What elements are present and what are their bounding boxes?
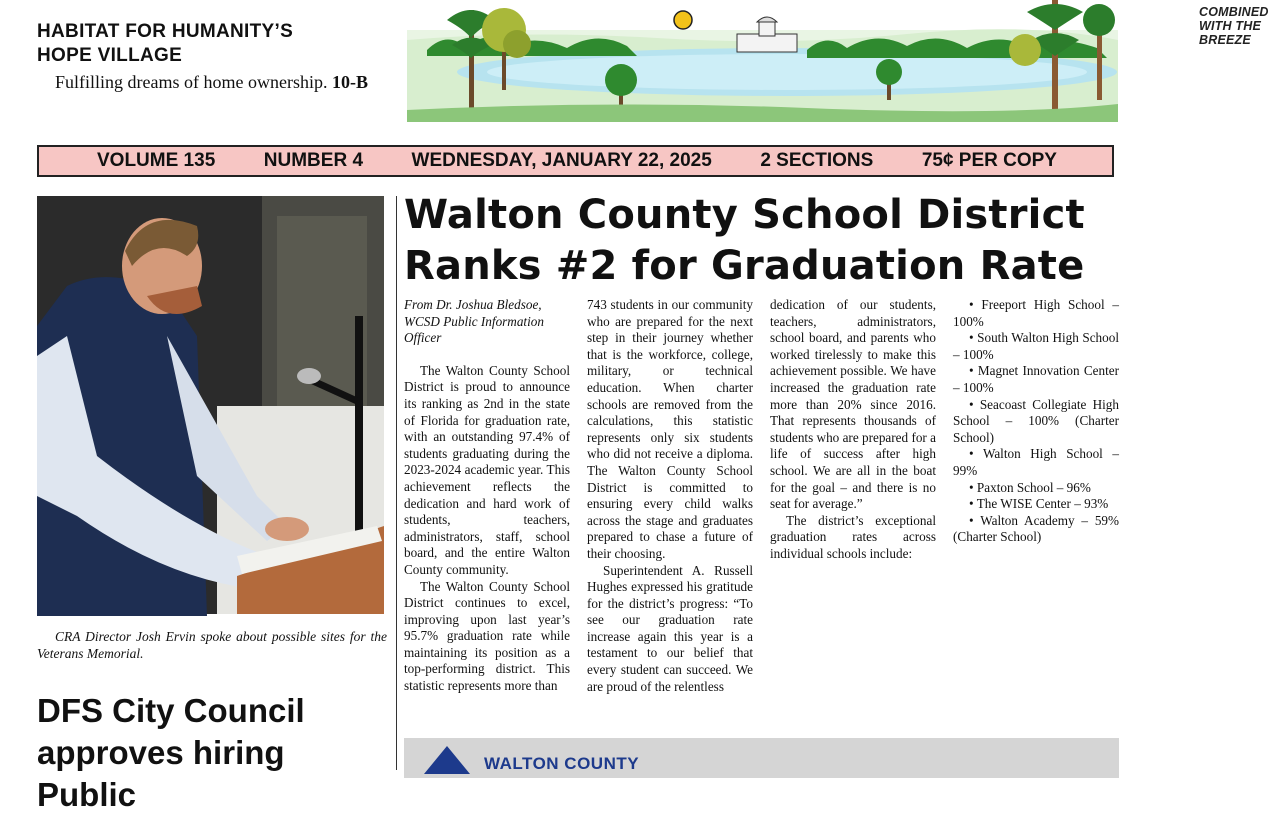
list-item: • Seacoast Collegiate High School – 100% (Charter School) bbox=[953, 396, 1119, 445]
list-item: • The WISE Center – 93% bbox=[969, 496, 1109, 512]
masthead-tagline: COMBINED WITH THE BREEZE bbox=[1199, 5, 1269, 47]
issue-number: NUMBER 4 bbox=[263, 150, 364, 171]
teaser-title-line2: HOPE VILLAGE bbox=[37, 45, 183, 66]
ad-text: WALTON COUNTY bbox=[484, 754, 640, 773]
landscape-drawing bbox=[407, 0, 1118, 122]
article-column-4 bbox=[953, 297, 1119, 546]
article-column-2 bbox=[587, 297, 753, 695]
article-paragraph-3-continued: dedication of our students, teachers, administrators, school board, and parents who worked tirelessly to make this achievement possible. We have increased the graduation rate more than 20% since 2016. That represents thousands of students who are prepared for a life of success after high school. We are all in the boat for the goal – and there is no seat for average.” bbox=[770, 297, 936, 512]
issue-date: WEDNESDAY, JANUARY 22, 2025 bbox=[411, 150, 712, 171]
list-item: • Walton High School – 99% bbox=[953, 446, 1119, 478]
teaser-blurb: Fulfilling dreams of home ownership. bbox=[55, 72, 328, 92]
list-item: • Paxton School – 96% bbox=[969, 479, 1091, 495]
article-byline: From Dr. Joshua Bledsoe, WCSD Public Information Officer bbox=[404, 297, 544, 346]
list-item: • Freeport High School – 100% bbox=[953, 297, 1119, 329]
copy-price: 75¢ PER COPY bbox=[921, 150, 1057, 171]
main-headline[interactable]: Walton County School District Ranks #2 for Graduation Rate bbox=[404, 192, 1085, 289]
list-item: • South Walton High School – 100% bbox=[953, 330, 1119, 362]
article-paragraph-2-continued: 743 students in our community who are prepared for the next step in their journey whether that is the workforce, college, military, or technical education. When charter schools are removed from the calculations, this statistic represents only six students who did not receive a diploma. The Walton County School District is committed to ensuring every child walks across the stage and graduates prepared to chase a future of their choosing. bbox=[587, 297, 753, 561]
column-divider bbox=[396, 196, 397, 770]
list-item: • Walton Academy – 59% (Charter School) bbox=[953, 512, 1119, 545]
article-column-1 bbox=[404, 297, 570, 695]
masthead-illustration bbox=[407, 0, 1269, 122]
teaser-page-ref: 10-B bbox=[331, 72, 368, 92]
teaser-title bbox=[37, 20, 387, 68]
article-paragraph-2-start bbox=[404, 579, 570, 695]
news-photo bbox=[37, 196, 384, 614]
sections-count: 2 SECTIONS bbox=[760, 150, 874, 171]
article-paragraph-4: The district’s exceptional graduation rates across individual schools include: bbox=[770, 512, 936, 561]
article-paragraph-2-lead: The Walton County School District continues to excel, improving upon last year’s 95.7% graduation rate while maintaining its position as a top-performing district. This statistic represents more than bbox=[404, 578, 570, 694]
advertisement-banner[interactable] bbox=[404, 738, 1119, 778]
article-paragraph-3: Superintendent A. Russell Hughes expressed his gratitude for the district’s progress: “To see our graduation rate increase again this year is a testament to our belief that every student can succeed. We are proud of the relentless bbox=[587, 562, 753, 694]
school-list bbox=[953, 297, 1119, 546]
teaser-title-line1: HABITAT FOR HUMANITY’S bbox=[37, 21, 294, 42]
article-column-3 bbox=[770, 297, 936, 563]
secondary-headline[interactable]: DFS City Council approves hiring Public bbox=[37, 692, 305, 813]
volume-label: VOLUME 135 bbox=[97, 150, 216, 171]
diamond-logo-icon bbox=[422, 744, 472, 784]
article-paragraph-1: The Walton County School District is proud to announce its ranking as 2nd in the state of Florida for graduation rate, with an outstanding 97.4% of students graduating during the 2023-2024 academic year. This achievement reflects the dedication and hard work of students, teachers, administrators, staff, school board, and the entire Walton County community. bbox=[404, 362, 570, 577]
list-item: • Magnet Innovation Center – 100% bbox=[953, 363, 1119, 395]
teaser-text bbox=[37, 70, 387, 94]
speaker-photo-illustration bbox=[37, 196, 384, 614]
issue-info-bar bbox=[37, 145, 1114, 177]
teaser-box bbox=[37, 20, 387, 94]
photo-caption: CRA Director Josh Ervin spoke about possible sites for the Veterans Memorial. bbox=[37, 629, 387, 661]
